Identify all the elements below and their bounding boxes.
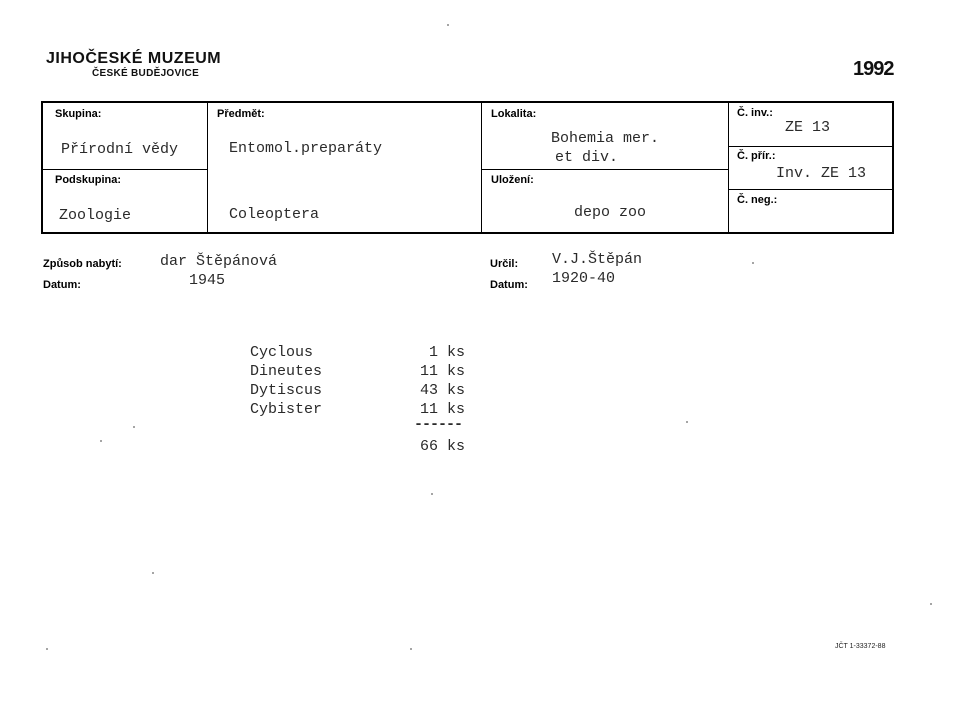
specimen-name: Dineutes xyxy=(250,363,323,380)
specimen-name: Cybister xyxy=(250,401,323,418)
datum2-label: Datum: xyxy=(490,279,528,291)
scan-speck xyxy=(410,648,412,650)
c-prir-label: Č. přír.: xyxy=(737,150,776,162)
podskupina-value: Zoologie xyxy=(59,207,132,224)
scan-speck xyxy=(447,24,449,26)
skupina-label: Skupina: xyxy=(55,108,102,120)
specimen-name: Cyclous xyxy=(250,344,314,361)
ulozeni-label: Uložení: xyxy=(491,174,534,186)
divider xyxy=(728,146,892,147)
c-neg-label: Č. neg.: xyxy=(737,194,778,206)
c-inv-value: ZE 13 xyxy=(785,119,831,136)
divider xyxy=(43,169,207,170)
specimen-total: 66 ks xyxy=(419,438,465,455)
museum-city: ČESKÉ BUDĚJOVICE xyxy=(92,68,200,79)
predmet-label: Předmět: xyxy=(217,108,265,120)
ulozeni-value: depo zoo xyxy=(574,204,647,221)
specimen-count: 1 ks xyxy=(428,344,465,361)
year-stamp: 1992 xyxy=(853,58,894,80)
total-separator: ------ xyxy=(413,416,462,433)
divider xyxy=(481,169,728,170)
zpusob-nabyti-label: Způsob nabytí: xyxy=(43,258,122,270)
divider xyxy=(207,103,208,232)
skupina-value: Přírodní vědy xyxy=(61,141,179,158)
urcil-label: Určil: xyxy=(490,258,519,270)
urcil-value: V.J.Štěpán xyxy=(552,251,643,268)
lokalita-value-line2: et div. xyxy=(555,149,619,166)
total-separator-row xyxy=(250,416,470,438)
scan-speck xyxy=(752,262,754,264)
c-inv-label: Č. inv.: xyxy=(737,107,773,119)
list-item xyxy=(250,382,470,401)
scan-speck xyxy=(46,648,48,650)
datum-value: 1945 xyxy=(189,272,226,289)
scan-speck xyxy=(133,426,135,428)
divider xyxy=(481,103,482,232)
podskupina-label: Podskupina: xyxy=(55,174,122,186)
divider xyxy=(728,189,892,190)
lokalita-label: Lokalita: xyxy=(491,108,537,120)
c-prir-value: Inv. ZE 13 xyxy=(776,165,867,182)
scan-speck xyxy=(100,440,102,442)
specimen-name: Dytiscus xyxy=(250,382,323,399)
catalog-card-table xyxy=(41,101,894,234)
scan-speck xyxy=(152,572,154,574)
museum-name: JIHOČESKÉ MUZEUM xyxy=(46,50,222,67)
predmet-value: Entomol.preparáty xyxy=(229,140,383,157)
scan-speck xyxy=(431,493,433,495)
list-item xyxy=(250,344,470,363)
specimen-count: 43 ks xyxy=(419,382,465,399)
specimen-count: 11 ks xyxy=(419,363,465,380)
divider xyxy=(728,103,729,232)
datum-label: Datum: xyxy=(43,279,81,291)
specimen-count: 11 ks xyxy=(419,401,465,418)
list-item xyxy=(250,363,470,382)
specimen-list xyxy=(250,344,470,457)
scan-speck xyxy=(686,421,688,423)
podskupina-detail-value: Coleoptera xyxy=(229,206,320,223)
form-code: JČT 1-33372-88 xyxy=(835,643,886,650)
datum2-value: 1920-40 xyxy=(552,270,616,287)
zpusob-nabyti-value: dar Štěpánová xyxy=(160,253,278,270)
total-row xyxy=(250,438,470,457)
lokalita-value-line1: Bohemia mer. xyxy=(551,130,660,147)
scan-speck xyxy=(930,603,932,605)
